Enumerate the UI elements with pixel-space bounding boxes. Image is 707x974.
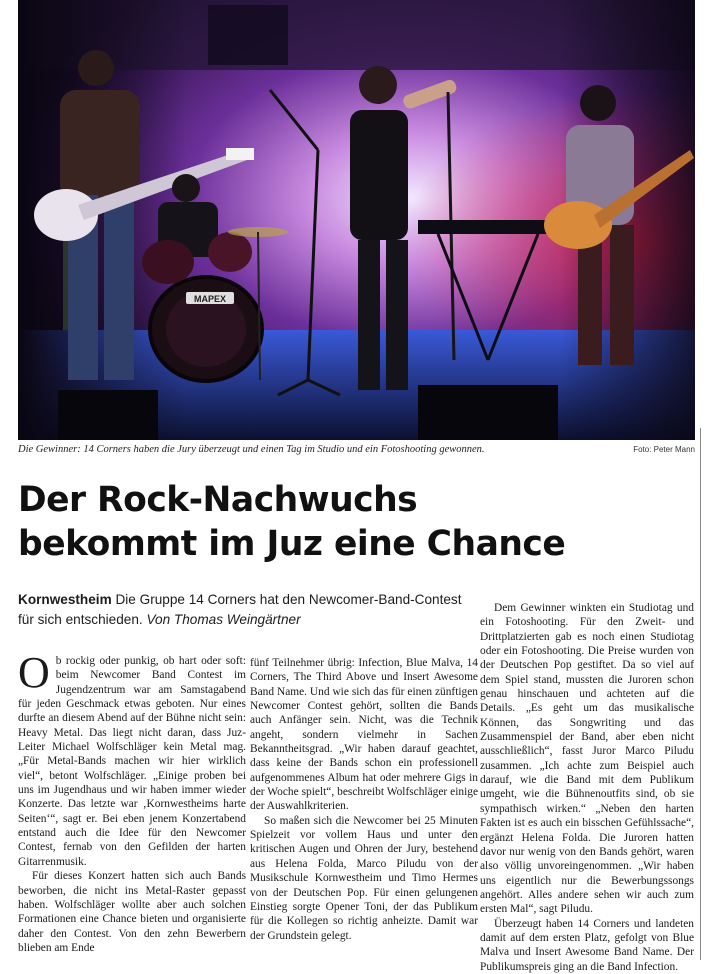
paragraph: Für dieses Konzert hatten sich auch Bands beworben, die nicht ins Metal-Raster gepasst haben. Wolfschläger wollte aber auch solchen Formationen eine Chance bieten und organisierte daher den Contest. Von den zehn Bewerbern blieben am Ende bbox=[18, 870, 246, 954]
author-byline: Von Thomas Weingärtner bbox=[146, 612, 301, 627]
headline-line-1: Der Rock-Nachwuchs bbox=[18, 480, 418, 520]
caption-text: Die Gewinner: 14 Corners haben die Jury überzeugt und einen Tag im Studio und ein Fotoshooting gewonnen. bbox=[18, 444, 485, 455]
paragraph bbox=[18, 648, 246, 869]
headline-line-2: bekommt im Juz eine Chance bbox=[18, 524, 566, 564]
photo-caption bbox=[18, 444, 695, 460]
photo-credit: Foto: Peter Mann bbox=[633, 445, 695, 454]
paragraph: fünf Teilnehmer übrig: Infection, Blue Malva, 14 Corners, The Third Above und Insert Awesome Band Name. Und wie sich das für einen zünftigen Newcomer Contest gehört, sollten die Bands auch Anfänger sein. Nicht, was die Technik angeht, sondern vielmehr in Sachen Bekanntheitsgrad. „Wir haben darauf geachtet, dass keine der Bands schon ein professionell aufgenommenes Album hat oder mehrere Gigs in der Woche spielt“, beschreibt Wolfschläger einige der Auswahlkriterien. bbox=[250, 657, 478, 813]
drop-cap: O bbox=[18, 648, 50, 697]
column-rule bbox=[700, 428, 701, 960]
article-column-3 bbox=[480, 601, 694, 974]
concert-photo bbox=[18, 0, 695, 440]
teaser-text: Die Gruppe 14 Corners hat den Newcomer-Band-Contest für sich entschieden. bbox=[18, 592, 462, 627]
paragraph: Überzeugt haben 14 Corners und landeten damit auf dem ersten Platz, gefolgt von Blue Malva und Insert Awesome Band Name. Der Publikumspreis ging an die Band Infection. bbox=[480, 917, 694, 973]
teaser bbox=[18, 590, 478, 630]
article-column-1 bbox=[18, 648, 246, 955]
paragraph: Dem Gewinner winkten ein Studiotag und ein Fotoshooting. Für den Zweit- und Drittplatzierten gab es noch einen Studiotag oder ein Fotoshooting. Die Preise wurden von der Deutschen Pop gestiftet. Da so viel auf dem Spiel stand, mussten die Juroren schon genau hinschauen und achteten auf die Details. „Es geht um das musikalische Können, das Songwriting und das Zusammenspiel der Band, aber eben nicht ausschließlich“, fasst Juror Marco Piludu zusammen. „Ich achte zum Beispiel auch darauf, wie die Band mit dem Publikum umgeht, wie die Bühnenoutfits sind, ob sie sympathisch wirken.“ „Neben den harten Fakten ist es auch ein bisschen Gefühlssache“, ergänzt Helena Folda. Die Juroren hatten davor nur wenig von den Bands gehört, waren also völlig unvoreingenommen. „Wir haben uns eigentlich nur die Bewerbungssongs angehört. Alles andere sehen wir auch zum ersten Mal“, sagt Piludu. bbox=[480, 602, 694, 916]
drum-brand-text: MAPEX bbox=[193, 294, 227, 304]
teaser-location: Kornwestheim bbox=[18, 592, 112, 607]
paragraph: So maßen sich die Newcomer bei 25 Minuten Spielzeit vor vollem Haus und unter den kritischen Augen und Ohren der Jury, bestehend aus Helena Folda, Marco Piludu von der Musikschule Kornwestheim und Timo Hermes von der Deutschen Pop. Für einen gelungenen Einstieg sorgte Opener Toni, der das Publikum für die Kollegen so richtig anheizte. Damit war der Grundstein gelegt. bbox=[250, 814, 478, 942]
headline bbox=[18, 478, 678, 566]
article-column-2 bbox=[250, 656, 478, 943]
paragraph-text: b rockig oder punkig, ob hart oder soft: beim Newcomer Band Contest im Jugendzentrum war am Samstagabend für jeden Geschmack etwas geboten. Nur eines durfte an diesem Abend auf der Bühne nicht sein: Heavy Metal. Das liegt nicht daran, dass Juz-Leiter Michael Wolfschläger kein Metal mag. „Für Metal-Bands machen wir hier wirklich viel“, betont Wolfschläger. „Einige proben bei uns im Jugendhaus und wir haben immer wieder Konzerte. Das letzte war ‚Kornwestheims harte Seiten‘“, sagt er. Bei eben jenem Konzertabend entstand auch die Idee für den Newcomer Contest, fernab von den Gefilden der harten Gitarrenmusik. bbox=[18, 655, 246, 868]
